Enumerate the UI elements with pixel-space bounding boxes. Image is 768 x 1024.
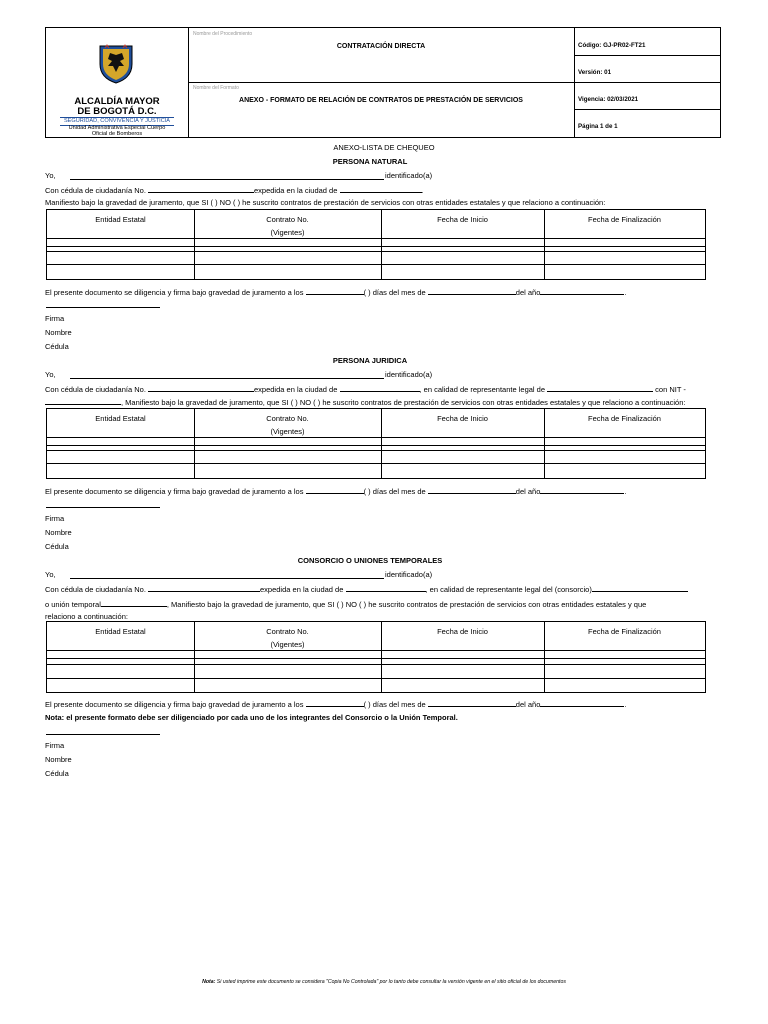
consorcio-ciudad-label: expedida en la ciudad de [260, 585, 346, 594]
juridica-ano-label: del año [515, 487, 541, 496]
natural-cedula-field[interactable] [148, 185, 254, 193]
natural-nombre-label: Nombre [45, 328, 72, 337]
natural-ano-field[interactable] [540, 287, 627, 297]
natural-mes-field[interactable] [428, 287, 516, 295]
juridica-manifiesto: , Manifiesto bajo la gravedad de juramento, que SI ( ) NO ( ) he suscrito contratos de prestación de servicios con otras entidades estatales y que relaciono a continuación: [121, 398, 686, 407]
natural-col-fin: Fecha de Finalización [588, 215, 661, 224]
consorcio-cedula-field[interactable] [148, 584, 260, 592]
juridica-contracts-table [46, 408, 706, 479]
natural-mes-label: ( ) días del mes de [363, 288, 428, 297]
natural-col-contrato: Contrato No. [266, 215, 309, 224]
procedure-label: Nombre del Procedimiento [193, 31, 253, 37]
juridica-cedula-line [45, 384, 686, 394]
natural-presente-end: . [624, 288, 627, 297]
juridica-nit-field[interactable] [45, 397, 121, 405]
natural-col-inicio: Fecha de Inicio [437, 215, 488, 224]
natural-yo-label: Yo, [45, 171, 56, 180]
juridica-col-contrato: Contrato No. [266, 414, 309, 423]
juridica-mes-label: ( ) días del mes de [363, 487, 428, 496]
juridica-cedula-field[interactable] [148, 384, 254, 392]
footer-note-label: Nota: [202, 979, 216, 985]
consorcio-yo-label: Yo, [45, 570, 56, 579]
juridica-empresa-field[interactable] [547, 384, 653, 392]
version-value: Versión: 01 [578, 69, 612, 76]
consorcio-contracts-table [46, 621, 706, 693]
natural-firma-label: Firma [45, 314, 65, 323]
natural-presente-text: El presente documento se diligencia y firma bajo gravedad de juramento a los [45, 288, 306, 297]
natural-col-entidad: Entidad Estatal [95, 215, 146, 224]
consorcio-presente-line [45, 699, 626, 709]
juridica-cedula-label: Con cédula de ciudadanía No. [45, 385, 148, 394]
footer-note-text: Si usted imprime este documento se considera "Copia No Controlada" por lo tanto debe consultar la versión vigente en el sitio oficial de los documentos [215, 979, 566, 985]
consorcio-manifiesto: , Manifiesto bajo la gravedad de juramento, que SI ( ) NO ( ) he suscrito contratos de prestación de servicios con otras entidades estatales y que [166, 600, 647, 609]
juridica-ano-field[interactable] [540, 486, 627, 496]
juridica-ciudad-field[interactable] [340, 384, 420, 392]
natural-manifiesto: Manifiesto bajo la gravedad de juramento, que SI ( ) NO ( ) he suscrito contratos de prestación de servicios con otras entidades estatales y que relaciono a continuación: [45, 198, 606, 207]
consorcio-ano-field[interactable] [540, 699, 627, 709]
validity-value: Vigencia: 02/03/2021 [578, 96, 639, 103]
consorcio-presente-end: . [624, 700, 627, 709]
natural-presente-line [45, 287, 626, 297]
page-number: Página 1 de 1 [578, 123, 618, 130]
logo-line-3: SEGURIDAD, CONVIVENCIA Y JUSTICIA [60, 117, 174, 126]
juridica-ciudad-label: expedida en la ciudad de [254, 385, 340, 394]
consorcio-union-label: o unión temporal [45, 600, 101, 609]
juridica-dias-field[interactable] [306, 486, 364, 494]
natural-col-vigentes: (Vigentes) [270, 228, 305, 237]
consorcio-ciudad-field[interactable] [346, 584, 426, 592]
section-title-consorcio: CONSORCIO O UNIONES TEMPORALES [297, 556, 443, 565]
natural-dias-field[interactable] [306, 287, 364, 295]
bogota-logo [46, 28, 188, 137]
juridica-yo-label: Yo, [45, 370, 56, 379]
natural-cedula-label: Con cédula de ciudadanía No. [45, 186, 148, 195]
natural-name-field[interactable] [70, 179, 384, 180]
consorcio-col-contrato: Contrato No. [266, 627, 309, 636]
natural-ciudad-field[interactable] [340, 185, 422, 193]
consorcio-col-fin: Fecha de Finalización [588, 627, 661, 636]
juridica-col-inicio: Fecha de Inicio [437, 414, 488, 423]
consorcio-mes-field[interactable] [428, 699, 516, 707]
juridica-firma-label: Firma [45, 514, 65, 523]
consorcio-identificado-label: identificado(a) [385, 570, 433, 579]
juridica-nit-label: con NIT - [653, 385, 686, 394]
juridica-mes-field[interactable] [428, 486, 516, 494]
form-label: Nombre del Formato [193, 85, 239, 91]
logo-line-4: Unidad Administrativa Especial Cuerpo [68, 125, 166, 131]
document-header [45, 27, 721, 138]
consorcio-dias-field[interactable] [306, 699, 364, 707]
juridica-presente-line [45, 486, 626, 496]
consorcio-firma-label: Firma [45, 741, 65, 750]
document-title: ANEXO-LISTA DE CHEQUEO [333, 143, 435, 152]
natural-cedula-end: . [421, 186, 424, 195]
juridica-cedula-sig-label: Cédula [45, 542, 69, 551]
consorcio-nota: Nota: el presente formato debe ser diligenciado por cada uno de los integrantes del Consorcio o la Unión Temporal. [45, 713, 458, 722]
juridica-col-fin: Fecha de Finalización [588, 414, 661, 423]
footer-note [0, 979, 768, 986]
juridica-signature-line[interactable] [46, 507, 160, 508]
logo-line-5: Oficial de Bomberos [91, 131, 143, 137]
logo-line-1: ALCALDÍA MAYOR [74, 96, 160, 107]
form-name: ANEXO - FORMATO DE RELACIÓN DE CONTRATOS DE PRESTACIÓN DE SERVICIOS [239, 97, 523, 104]
procedure-name: CONTRATACIÓN DIRECTA [336, 43, 426, 50]
consorcio-presente-text: El presente documento se diligencia y firma bajo gravedad de juramento a los [45, 700, 306, 709]
juridica-presente-end: . [624, 487, 627, 496]
consorcio-union-line [45, 599, 646, 609]
section-title-natural: PERSONA NATURAL [332, 157, 408, 166]
natural-contracts-table [46, 209, 706, 280]
logo-line-2: DE BOGOTÁ D.C. [77, 106, 157, 117]
consorcio-nombre-label: Nombre [45, 755, 72, 764]
natural-cedula-line [45, 185, 424, 195]
juridica-identificado-label: identificado(a) [385, 370, 433, 379]
consorcio-col-entidad: Entidad Estatal [95, 627, 146, 636]
consorcio-cedula-sig-label: Cédula [45, 769, 69, 778]
consorcio-mes-label: ( ) días del mes de [363, 700, 428, 709]
consorcio-col-inicio: Fecha de Inicio [437, 627, 488, 636]
code-value: Código: GJ-PR02-FT21 [578, 42, 646, 49]
juridica-name-field[interactable] [70, 378, 384, 379]
coat-of-arms-icon [96, 44, 136, 84]
juridica-presente-text: El presente documento se diligencia y firma bajo gravedad de juramento a los [45, 487, 306, 496]
natural-identificado-label: identificado(a) [385, 171, 433, 180]
natural-cedula-sig-label: Cédula [45, 342, 69, 351]
juridica-manifiesto-line [45, 397, 685, 407]
consorcio-nombre-field[interactable] [592, 584, 688, 592]
juridica-col-vigentes: (Vigentes) [270, 427, 305, 436]
consorcio-col-vigentes: (Vigentes) [270, 640, 305, 649]
natural-ano-label: del año [515, 288, 541, 297]
consorcio-name-field[interactable] [70, 578, 384, 579]
natural-ciudad-label: expedida en la ciudad de [254, 186, 340, 195]
section-title-juridica: PERSONA JURIDICA [332, 356, 408, 365]
consorcio-cedula-label: Con cédula de ciudadanía No. [45, 585, 148, 594]
consorcio-signature-line[interactable] [46, 734, 160, 735]
juridica-representante-label: , en calidad de representante legal de [419, 385, 548, 394]
consorcio-representante-label: , en calidad de representante legal del (consorcio) [425, 585, 592, 594]
consorcio-cedula-line [45, 584, 688, 594]
juridica-col-entidad: Entidad Estatal [95, 414, 146, 423]
consorcio-union-field[interactable] [101, 599, 167, 607]
consorcio-ano-label: del año [515, 700, 541, 709]
juridica-nombre-label: Nombre [45, 528, 72, 537]
consorcio-relaciono: relaciono a continuación: [45, 612, 128, 621]
natural-signature-line[interactable] [46, 307, 160, 308]
